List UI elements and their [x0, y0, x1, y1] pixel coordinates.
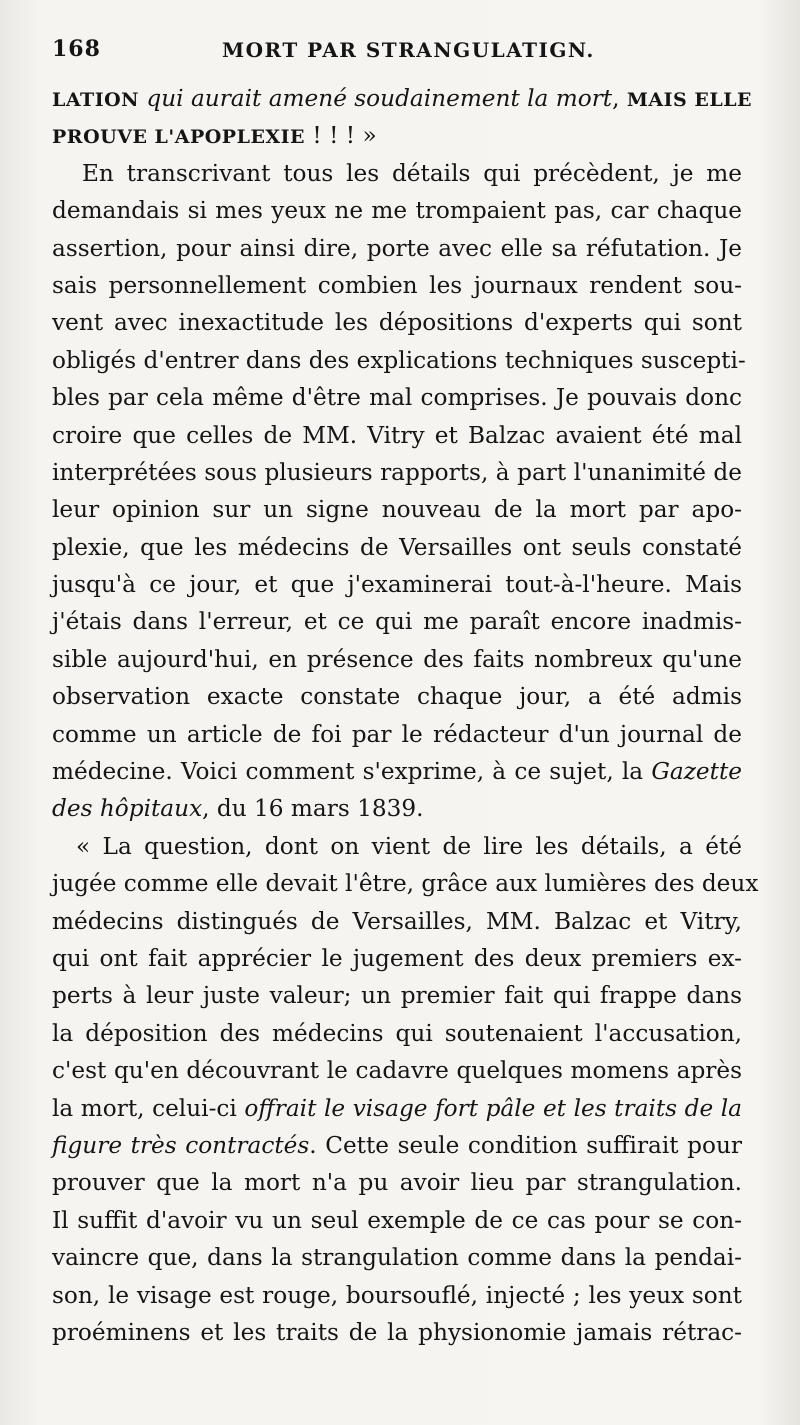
small-caps-text: PROUVE L'APOPLEXIE — [52, 126, 306, 149]
text-run: « La question, dont on vient de lire les détails, a été — [76, 832, 742, 860]
italic-text: des hôpitaux — [52, 795, 203, 823]
running-head: MORT PAR STRANGULATIGN. — [222, 38, 595, 62]
text-run: demandais si mes yeux ne me trompaient pas, car chaque — [52, 197, 742, 225]
text-run: médecine. Voici comment s'exprime, à ce sujet, la — [52, 758, 652, 786]
text-line — [52, 603, 742, 640]
small-caps-text: LATION — [52, 89, 140, 111]
text-run: , — [612, 85, 627, 112]
italic-text: offrait le visage fort pâle et les traits de la — [244, 1094, 742, 1122]
text-line — [52, 865, 759, 902]
text-run: , du 16 mars 1839. — [202, 795, 424, 823]
text-run: j'étais dans l'erreur, et ce qui me paraît encore inadmis- — [52, 608, 742, 636]
text-run: son, le visage est rouge, boursouflé, injecté ; les yeux sont — [52, 1281, 742, 1309]
italic-text: figure très contractés — [52, 1131, 310, 1159]
text-run: ! ! ! » — [305, 122, 377, 150]
text-run: la mort, celui-ci — [52, 1094, 245, 1122]
text-line — [52, 641, 742, 678]
text-line — [52, 1164, 742, 1201]
body-text — [52, 80, 759, 1351]
text-line — [52, 1202, 742, 1239]
text-line — [52, 678, 742, 715]
text-line — [52, 529, 742, 566]
text-line — [52, 940, 742, 977]
text-line — [52, 230, 742, 267]
text-line — [52, 1052, 742, 1089]
text-line — [52, 977, 742, 1014]
text-run: perts à leur juste valeur; un premier fait qui frappe dans — [52, 982, 742, 1010]
text-run: jugée comme elle devait l'être, grâce aux lumières des deux — [52, 870, 759, 898]
text-run: obligés d'entrer dans des explications techniques suscepti- — [52, 346, 746, 374]
text-line — [52, 80, 753, 117]
italic-text: qui aurait amené soudainement la mort — [139, 85, 613, 112]
text-run: comme un article de foi par le rédacteur d'un journal de — [52, 720, 742, 748]
text-line — [52, 1090, 742, 1127]
text-line — [52, 1314, 742, 1351]
text-line — [52, 790, 742, 827]
text-line — [52, 1239, 742, 1276]
text-run: observation exacte constate chaque jour, a été admis — [52, 683, 742, 711]
text-line — [52, 566, 742, 603]
text-run: jusqu'à ce jour, et que j'examinerai tout-à-l'heure. Mais — [52, 571, 742, 599]
text-line — [52, 903, 742, 940]
text-line — [52, 1127, 742, 1164]
text-run: assertion, pour ainsi dire, porte avec elle sa réfutation. Je — [52, 234, 742, 262]
text-line — [52, 828, 742, 865]
text-line — [52, 192, 742, 229]
text-run: vent avec inexactitude les dépositions d'experts qui sont — [52, 309, 742, 337]
text-run: En transcrivant tous les détails qui précèdent, je me — [82, 159, 742, 187]
text-line — [52, 491, 742, 528]
text-line — [52, 454, 742, 491]
text-line — [52, 753, 742, 790]
text-line — [52, 1015, 742, 1052]
text-line — [52, 155, 742, 192]
text-run: sible aujourd'hui, en présence des faits nombreux qu'une — [52, 645, 742, 673]
text-line — [52, 342, 746, 379]
text-run: c'est qu'en découvrant le cadavre quelques momens après — [52, 1057, 742, 1085]
text-line — [52, 304, 742, 341]
page-header — [52, 36, 752, 70]
text-run: . Cette seule condition suffirait pour — [309, 1131, 742, 1159]
text-run: prouver que la mort n'a pu avoir lieu par strangulation. — [52, 1169, 742, 1197]
text-line — [52, 716, 742, 753]
text-run: vaincre que, dans la strangulation comme dans la pendai- — [52, 1244, 742, 1272]
text-line — [52, 117, 742, 154]
text-line — [52, 379, 742, 416]
text-run: leur opinion sur un signe nouveau de la mort par apo- — [52, 496, 742, 524]
page-number: 168 — [52, 36, 101, 62]
text-run: plexie, que les médecins de Versailles ont seuls constaté — [52, 533, 742, 561]
text-run: interprétées sous plusieurs rapports, à part l'unanimité de — [52, 458, 742, 486]
text-run: sais personnellement combien les journaux rendent sou- — [52, 271, 742, 299]
text-line — [52, 267, 742, 304]
text-run: proéminens et les traits de la physionomie jamais rétrac- — [52, 1318, 742, 1346]
italic-text: Gazette — [651, 758, 742, 786]
text-run: bles par cela même d'être mal comprises. Je pouvais donc — [52, 384, 742, 412]
text-run: qui ont fait apprécier le jugement des deux premiers ex- — [52, 944, 742, 972]
text-line — [52, 1277, 742, 1314]
text-run: croire que celles de MM. Vitry et Balzac avaient été mal — [52, 421, 742, 449]
text-run: médecins distingués de Versailles, MM. Balzac et Vitry, — [52, 907, 742, 935]
text-line — [52, 417, 742, 454]
text-run: Il suffit d'avoir vu un seul exemple de ce cas pour se con- — [52, 1206, 742, 1234]
small-caps-text: MAIS ELLE — [626, 89, 753, 111]
text-run: la déposition des médecins qui soutenaient l'accusation, — [52, 1019, 742, 1047]
